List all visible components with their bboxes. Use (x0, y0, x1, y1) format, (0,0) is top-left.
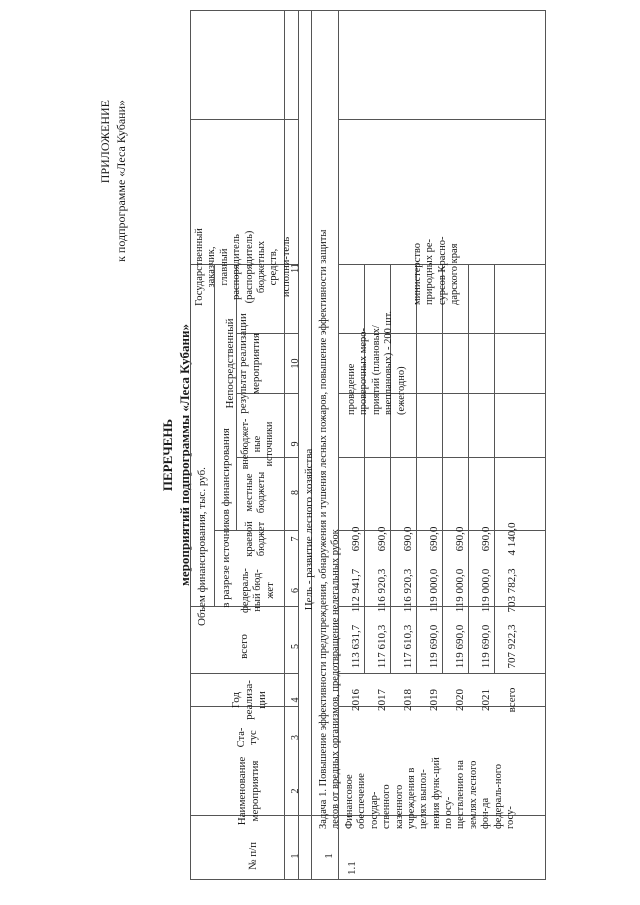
appendix-subtitle: к подпрограмме «Леса Кубани» (114, 100, 128, 262)
regional-value: 690,0 (350, 526, 362, 552)
col-number: 1 (290, 853, 301, 859)
col-number: 11 (290, 263, 301, 273)
task-number: 1 (323, 853, 335, 859)
customer-text: министерство природных ре-сурсов Красно-дарского края (412, 236, 461, 305)
col-number: 9 (290, 441, 301, 447)
header-year: Год реализа-ции (230, 680, 268, 720)
regional-value: 690,0 (480, 526, 492, 552)
header-customer-cell (191, 11, 285, 120)
item-number: 1.1 (346, 861, 358, 875)
total-value: 119 690,0 (454, 624, 466, 669)
federal-value: 116 920,3 (402, 568, 414, 613)
document-subtitle: мероприятий подпрограммы «Леса Кубани» (177, 324, 192, 586)
total-value: 117 610,3 (376, 624, 388, 669)
year-value: 2021 (480, 689, 492, 711)
document-title: ПЕРЕЧЕНЬ (160, 418, 175, 492)
regional-value: 690,0 (454, 526, 466, 552)
regional-value: 690,0 (402, 526, 414, 552)
federal-value: 119 000,0 (480, 568, 492, 613)
col-number-cell (285, 11, 299, 120)
col-number: 10 (290, 358, 301, 369)
header-regional: краевой бюджет (244, 521, 268, 557)
federal-value: 119 000,0 (454, 568, 466, 613)
header-local: местные бюджеты (244, 471, 268, 514)
total-value: 117 610,3 (402, 624, 414, 669)
total-value: 119 690,0 (480, 624, 492, 669)
appendix-title: ПРИЛОЖЕНИЕ (98, 100, 112, 184)
result-text: проведение проверочных меро-приятий (плановых/ внеплановых) - 200 шт. (ежегодно) (346, 310, 407, 415)
header-funding: Объем финансирования, тыс. руб. (196, 467, 208, 626)
header-result: Непосредственный результат реализации мероприятия (224, 313, 262, 414)
year-value: 2018 (402, 689, 414, 711)
regional-value: 690,0 (428, 526, 440, 552)
col-number: 2 (290, 788, 301, 794)
col-number: 6 (290, 588, 301, 593)
customer-cell (339, 11, 546, 120)
header-extra: внебюджет-ные источники (240, 418, 275, 470)
year-value: 2016 (350, 689, 362, 711)
header-name: Наименование мероприятия (236, 756, 261, 826)
year-value: 2020 (454, 689, 466, 711)
year-value: 2019 (428, 689, 440, 711)
col-number: 4 (290, 697, 301, 703)
year-value: 2017 (376, 689, 388, 711)
col-number: 7 (290, 536, 301, 542)
year-value: всего (506, 687, 518, 713)
federal-value: 116 920,3 (376, 568, 388, 613)
federal-value: 119 000,0 (428, 568, 440, 613)
task-text: Задача 1. Повышение эффективности предупреждения, обнаружения и тушения лесных пожаров, повышение эффективности защиты лесов от вредных организмов, предотвращение нелегальных рубок (318, 229, 342, 829)
federal-value: 703 782,3 (506, 568, 518, 613)
goal-text: Цель - развитие лесного хозяйства (303, 448, 315, 611)
col-number: 5 (290, 644, 301, 649)
item-name: Финансовое обеспечение государ-ственного казенного учреждения в целях выпол-нения функ-ций по осу-ществлению на землях лесного фон-да федераль-ного госу- (344, 757, 516, 829)
header-total: всего (238, 634, 250, 659)
header-by-source: в разрезе источников финансирования (220, 428, 232, 608)
header-num: № п/п (247, 841, 259, 871)
header-customer: Государственный заказчик, главный распорядитель (распорядитель) бюджетных средств, исполни-тель (194, 228, 292, 306)
federal-value: 112 941,7 (350, 568, 362, 613)
regional-value: 690,0 (376, 526, 388, 552)
regional-value: 4 140,0 (506, 522, 518, 556)
col-number: 8 (290, 490, 301, 495)
header-federal: федераль-ный бюд-жет (240, 568, 276, 613)
total-value: 119 690,0 (428, 624, 440, 669)
total-value: 707 922,3 (506, 624, 518, 669)
col-number: 3 (290, 735, 301, 740)
total-value: 113 631,7 (350, 624, 362, 669)
header-status: Ста-тус (236, 727, 260, 748)
